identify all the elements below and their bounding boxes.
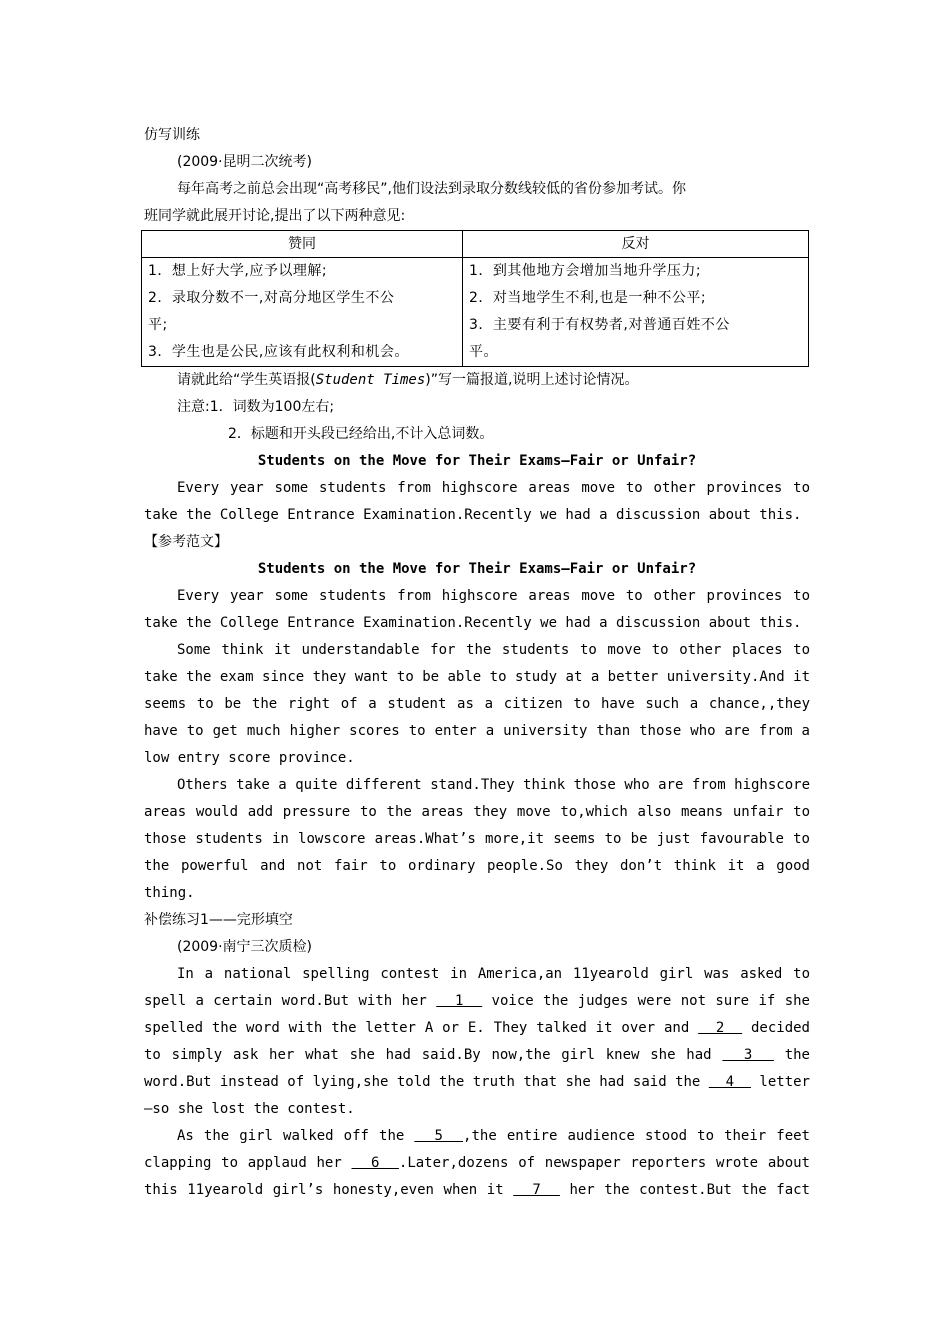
- oppose-header: 反对: [463, 231, 809, 258]
- source-note: (2009·南宁三次质检): [177, 939, 313, 955]
- sample-line: have to get much higher scores to enter a university than those who are from a: [144, 723, 810, 739]
- source-note: (2009·昆明二次统考): [177, 154, 313, 170]
- sample-line: seems to be the right of a student as a citizen to have such a chance,,they: [144, 696, 810, 712]
- cloze-heading: 补偿练习1——完形填空: [144, 912, 293, 928]
- document-page: [144, 122, 810, 1204]
- cloze-line: —so she lost the contest.: [144, 1101, 355, 1117]
- sample-line: take the College Entrance Examination.Recently we had a discussion about this.: [144, 615, 802, 631]
- agree-item: 3．学生也是公民,应该有此权利和机会。: [148, 344, 409, 360]
- sample-label: 【参考范文】: [144, 534, 228, 550]
- sample-line: take the exam since they want to be able to study at a better university.And it: [144, 669, 810, 685]
- agree-cell: [142, 258, 463, 367]
- intro-line: 班同学就此展开讨论,提出了以下两种意见:: [144, 208, 406, 224]
- sample-line: those students in lowscore areas.What’s more,it seems to be just favourable to: [144, 831, 810, 847]
- intro-line: 每年高考之前总会出现“高考移民”,他们设法到录取分数线较低的省份参加考试。你: [177, 181, 686, 197]
- agree-item: 平;: [148, 317, 168, 333]
- opening-line: Every year some students from highscore areas move to other provinces to: [177, 480, 810, 496]
- sample-line: the powerful and not fair to ordinary people.So they don’t think it a good: [144, 858, 810, 874]
- agree-item: 1．想上好大学,应予以理解;: [148, 263, 328, 279]
- sample-title: Students on the Move for Their Exams—Fair or Unfair?: [257, 561, 697, 577]
- sample-line: areas would add pressure to the areas they move to,which also means unfair to: [144, 804, 810, 820]
- sample-line: low entry score province.: [144, 750, 355, 766]
- note-line: 2．标题和开头段已经给出,不计入总词数。: [228, 426, 494, 442]
- newspaper-name: Student Times: [315, 372, 426, 388]
- cloze-line: As the girl walked off the 5 ,the entire audience stood to their feet: [177, 1128, 810, 1144]
- oppose-cell: [463, 258, 809, 367]
- cloze-line: spelled the word with the letter A or E. They talked it over and 2 decided: [144, 1020, 810, 1036]
- essay-title: Students on the Move for Their Exams—Fair or Unfair?: [257, 453, 697, 469]
- cloze-line: to simply ask her what she had said.By now,the girl knew she had 3 the: [144, 1047, 810, 1063]
- oppose-item: 平。: [469, 344, 498, 360]
- agree-item: 2．录取分数不一,对高分地区学生不公: [148, 290, 395, 306]
- oppose-item: 3．主要有利于有权势者,对普通百姓不公: [469, 317, 730, 333]
- blank-2: 2: [698, 1020, 743, 1036]
- cloze-line: this 11yearold girl’s honesty,even when it 7 her the contest.But the fact: [144, 1182, 810, 1198]
- blank-6: 6: [351, 1155, 399, 1171]
- blank-4: 4: [708, 1074, 751, 1090]
- opening-line: take the College Entrance Examination.Recently we had a discussion about this.: [144, 507, 802, 523]
- sample-line: thing.: [144, 885, 195, 901]
- cloze-line: clapping to applaud her 6 .Later,dozens of newspaper reporters wrote about: [144, 1155, 810, 1171]
- section-heading: 仿写训练: [144, 127, 200, 143]
- agree-header: 赞同: [142, 231, 463, 258]
- sample-line: Every year some students from highscore areas move to other provinces to: [177, 588, 810, 604]
- task-instruction: 请就此给“学生英语报(Student Times)”写一篇报道,说明上述讨论情况。: [177, 372, 639, 388]
- note-line: 注意:1．词数为100左右;: [177, 399, 335, 415]
- sample-line: Some think it understandable for the students to move to other places to: [177, 642, 810, 658]
- cloze-line: word.But instead of lying,she told the truth that she had said the 4 letter: [144, 1074, 810, 1090]
- oppose-item: 2．对当地学生不利,也是一种不公平;: [469, 290, 707, 306]
- cloze-line: spell a certain word.But with her 1 voice the judges were not sure if she: [144, 993, 810, 1009]
- blank-7: 7: [513, 1182, 560, 1198]
- blank-3: 3: [722, 1047, 774, 1063]
- blank-1: 1: [436, 993, 483, 1009]
- cloze-line: In a national spelling contest in America,an 11yearold girl was asked to: [177, 966, 810, 982]
- sample-line: Others take a quite different stand.They think those who are from highscore: [177, 777, 810, 793]
- opinion-table: [141, 230, 809, 367]
- oppose-item: 1．到其他地方会增加当地升学压力;: [469, 263, 702, 279]
- blank-5: 5: [414, 1128, 464, 1144]
